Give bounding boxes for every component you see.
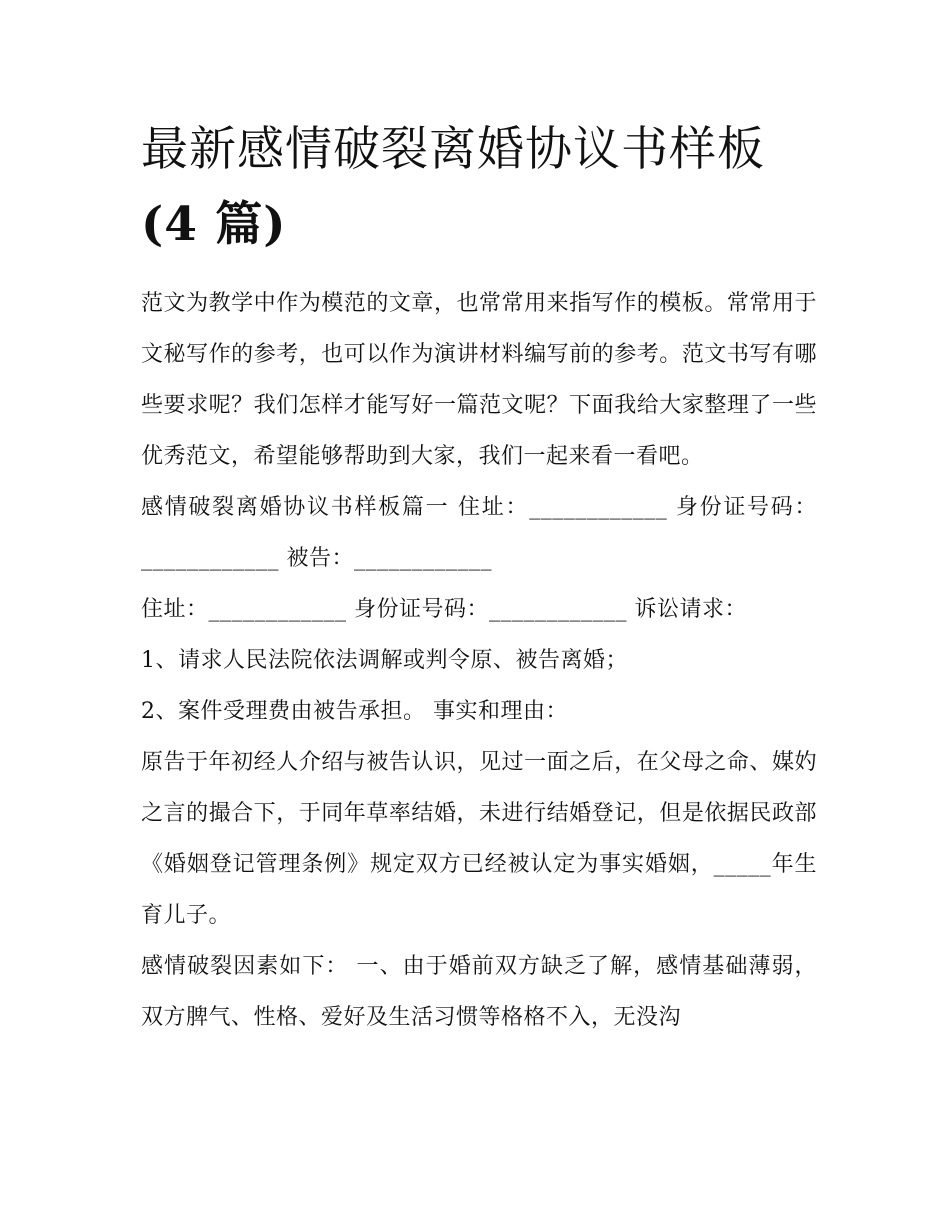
defendant-info-paragraph: 住址：____________ 身份证号码：____________ 诉讼请求： (141, 597, 747, 622)
document-body (141, 112, 817, 1043)
claim-item-2: 2、案件受理费由被告承担。 事实和理由： (141, 699, 568, 724)
claim-item-1: 1、请求人民法院依法调解或判令原、被告离婚； (141, 648, 628, 673)
title-main: 最新感情破裂离婚协议书样板 (141, 122, 765, 177)
plaintiff-info-paragraph: 感情破裂离婚协议书样板篇一 住址：____________ 身份证号码：____________ 被告：____________ (141, 495, 817, 571)
title-count: (4 篇) (141, 197, 287, 252)
breakdown-reasons-paragraph: 感情破裂因素如下： 一、由于婚前双方缺乏了解，感情基础薄弱，双方脾气、性格、爱好及生活习惯等格格不入，无没沟 (141, 954, 817, 1030)
facts-paragraph: 原告于年初经人介绍与被告认识，见过一面之后，在父母之命、媒妁之言的撮合下，于同年草率结婚，未进行结婚登记，但是依据民政部《婚姻登记管理条例》规定双方已经被认定为事实婚姻，_____年生育儿子。 (141, 750, 817, 928)
document-title (141, 112, 817, 262)
intro-paragraph: 范文为教学中作为模范的文章，也常常用来指写作的模板。常常用于文秘写作的参考，也可以作为演讲材料编写前的参考。范文书写有哪些要求呢？我们怎样才能写好一篇范文呢？下面我给大家整理了一些优秀范文，希望能够帮助到大家，我们一起来看一看吧。 (141, 291, 817, 469)
